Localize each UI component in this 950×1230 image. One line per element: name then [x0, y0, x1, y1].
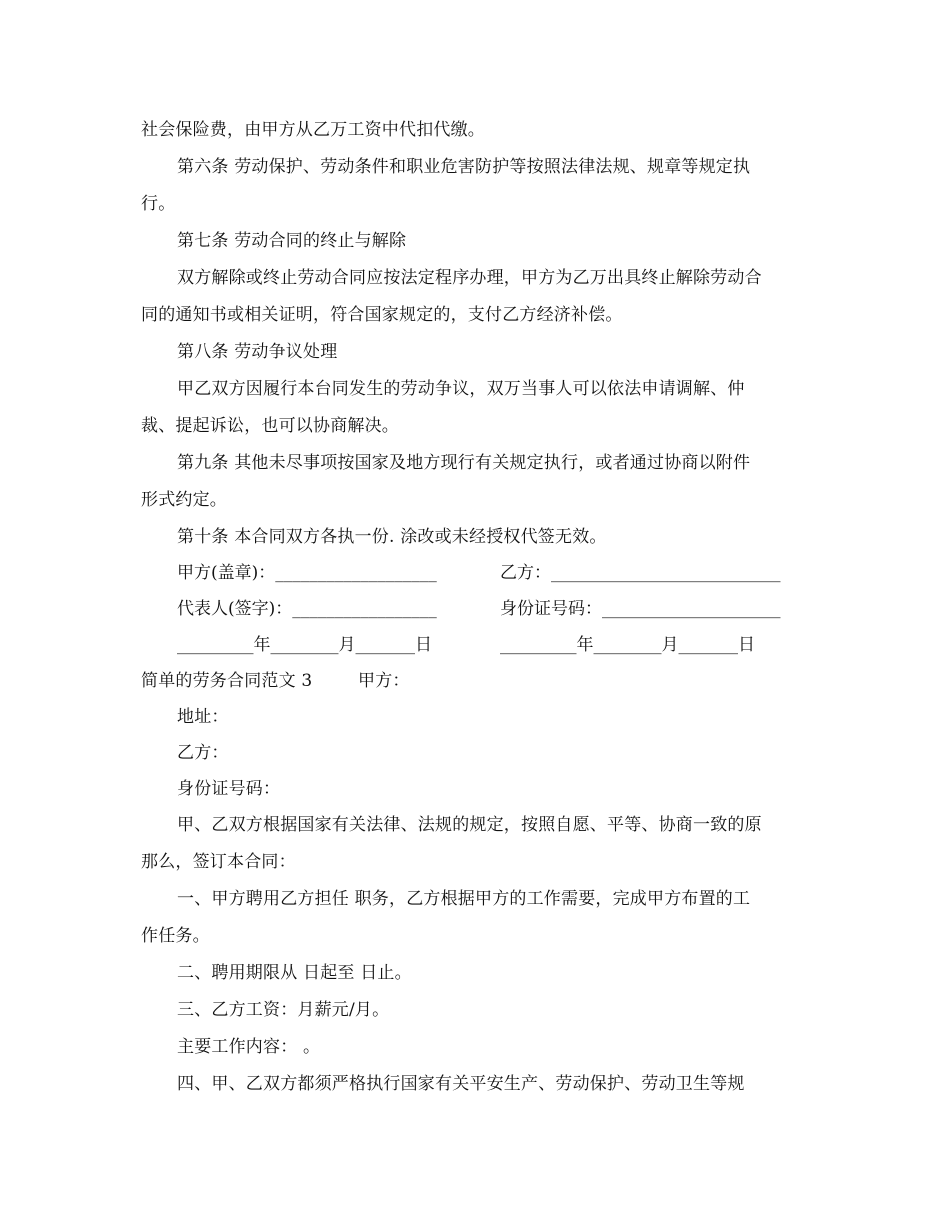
text-line: 那么，签订本合同：: [141, 852, 296, 872]
id-number-field: 身份证号码：_____________________: [500, 599, 781, 619]
text-line: 行。: [141, 194, 176, 214]
article-6: 第六条 劳动保护、劳动条件和职业危害防护等按照法律法规、规章等规定执: [177, 157, 751, 177]
text-line: 双方解除或终止劳动合同应按法定程序办理，甲方为乙万出具终止解除劳动合: [177, 268, 762, 288]
party-a-date-field: _________年________月_______日: [177, 635, 432, 655]
text-line: 作任务。: [141, 926, 210, 946]
party-a-seal-field: 甲方(盖章)：___________________: [177, 563, 437, 583]
section3-id-number: 身份证号码：: [177, 779, 281, 799]
text-line: 社会保险费，由甲方从乙万工资中代扣代缴。: [141, 120, 485, 140]
article-9: 第九条 其他未尽事项按国家及地方现行有关规定执行，或者通过协商以附件: [177, 453, 751, 473]
representative-sign-field: 代表人(签字)：_________________: [177, 599, 437, 619]
text-line: 甲乙双方因履行本台同发生的劳动争议，双万当事人可以依法申请调解、仲: [177, 379, 745, 399]
text-line: 裁、提起诉讼，也可以协商解决。: [141, 416, 399, 436]
article-8-heading: 第八条 劳动争议处理: [177, 342, 338, 362]
section3-party-b: 乙方：: [177, 743, 229, 763]
clause-2: 二、聘用期限从 日起至 日止。: [177, 963, 412, 983]
article-10: 第十条 本合同双方各执一份. 涂改或未经授权代签无效。: [177, 527, 607, 547]
section3-party-a: 甲方：: [358, 671, 410, 691]
section3-address: 地址：: [177, 707, 229, 727]
text-line: 形式约定。: [141, 490, 227, 510]
clause-1: 一、甲方聘用乙方担任 职务，乙方根据甲方的工作需要，完成甲方布置的工: [177, 889, 751, 909]
clause-3: 三、乙方工资：月薪元/月。: [177, 1000, 390, 1020]
clause-4: 四、甲、乙双方都须严格执行国家有关平安生产、劳动保护、劳动卫生等规: [177, 1074, 745, 1094]
party-b-date-field: _________年________月_______日: [500, 635, 755, 655]
section-title: 简单的劳务合同范文 3: [141, 671, 313, 691]
work-content: 主要工作内容： 。: [177, 1037, 321, 1057]
article-7-heading: 第七条 劳动合同的终止与解除: [177, 231, 407, 251]
party-b-field: 乙方：___________________________: [500, 563, 781, 583]
text-line: 同的通知书或相关证明，符合国家规定的，支付乙方经济补偿。: [141, 305, 623, 325]
text-line: 甲、乙双方根据国家有关法律、法规的规定，按照自愿、平等、协商一致的原: [177, 815, 762, 835]
